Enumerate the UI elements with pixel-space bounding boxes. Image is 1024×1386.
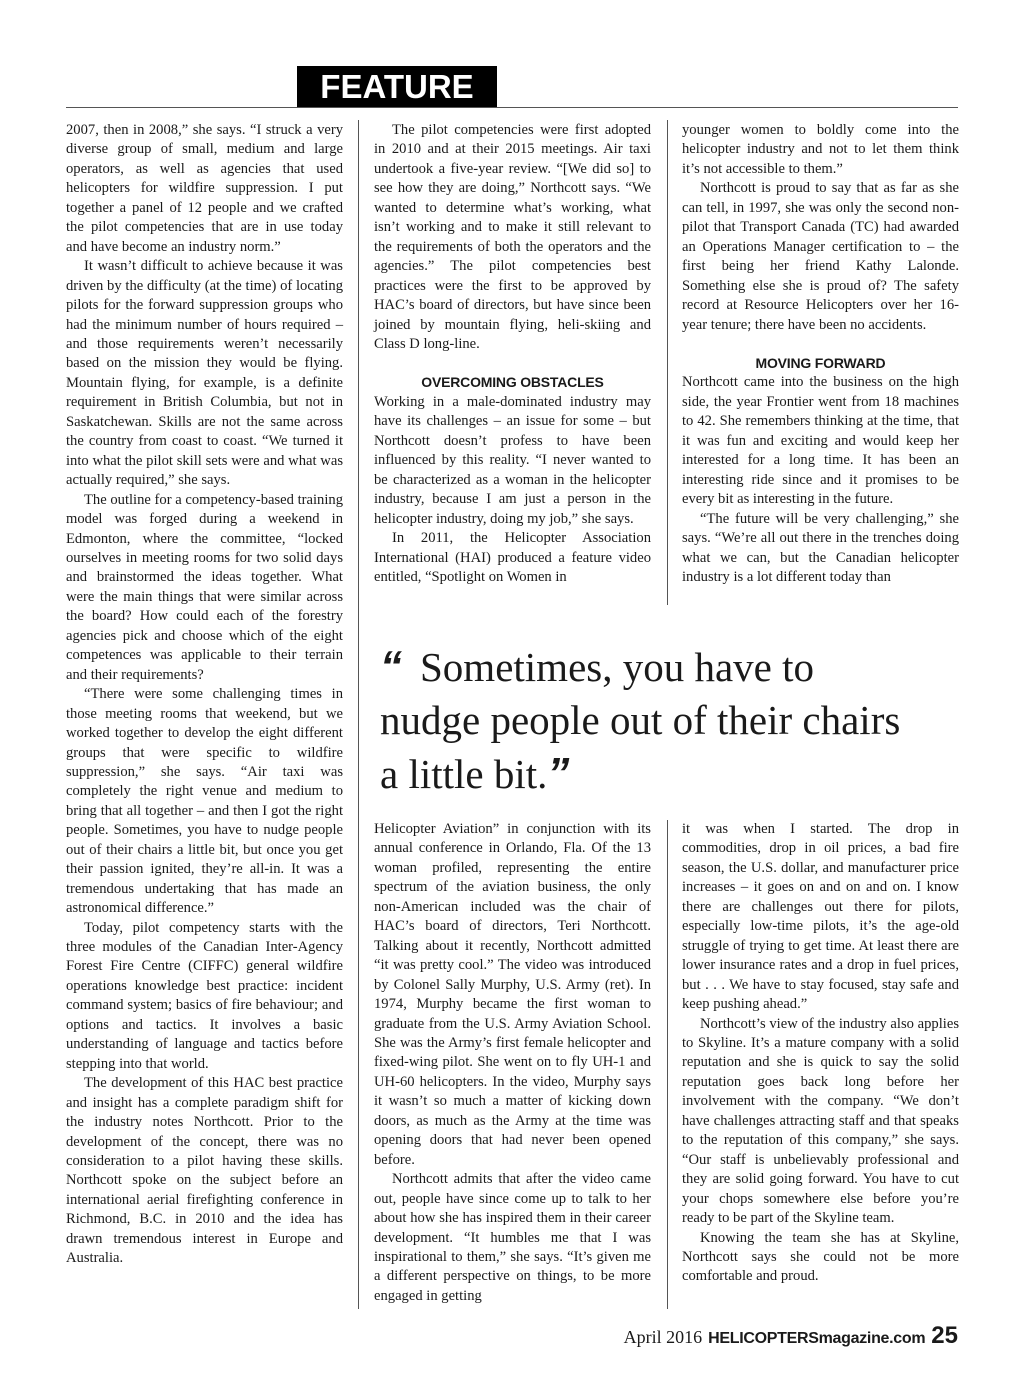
paragraph: Helicopter Aviation” in conjunction with its annual conference in Orlando, Fla. Of the 13 woman profiled, representing the entire spectrum of the aviation business, the only non-American included was the chair of HAC’s board of directors, Teri Northcott. Talking about it recently, Northcott admitted “it was pretty cool.” The video was introduced by Colonel Sally Murphy, U.S. Army (ret). In 1974, Murphy became the first woman to graduate from the U.S. Army Aviation School. She was the Army’s first female helicopter and fixed-wing pilot. She went on to fly UH-1 and UH-60 helicopters. In the video, Murphy says it wasn’t so much a matter of kicking down doors, as much as the Army at the time was opening doors that had never been opened before. (374, 821, 651, 1168)
article-column-1 (66, 121, 343, 1269)
paragraph: Today, pilot competency starts with the three modules of the Canadian Inter-Agency Forest Fire Centre (CIFFC) general wildfire operations knowledge best practice: incident command system; basics of fire behaviour; and options and tactics. It involves a basic understanding of language and tactics before stepping into that world. (66, 919, 343, 1072)
pull-quote-line (380, 747, 980, 801)
paragraph: Northcott came into the business on the high side, the year Frontier went from 18 machines to 42. She remembers thinking at the time, that it was fun and exciting and would keep her interested for a long time. It has been an interesting ride since and it promises to be every bit as interesting in the future. (682, 374, 959, 508)
paragraph: It wasn’t difficult to achieve because it was driven by the difficulty (at the time) of locating pilots for the forward suppression groups who had the minimum number of hours required – and those requirements weren’t necessarily based on the mission they would be flying. Mountain flying, for example, is a definite requirement in British Columbia, but not in Saskatchewan. Skills are not the same across the country from coast to coast. “We turned it into what the pilot skill sets were and what was actually required,” she says. (66, 258, 343, 489)
page-footer (624, 1322, 958, 1352)
open-quote-mark: “ (380, 642, 402, 691)
magazine-website: HELICOPTERSmagazine.com (708, 1330, 926, 1347)
paragraph: “There were some challenging times in those meeting rooms that weekend, but we worked together to develop the eight different groups that were specific to wildfire suppression,” she says. “Air taxi was completely the right venue and medium to bring that all together – and then I got the right people. Sometimes, you have to nudge people out of their chairs a little bit, but once you get their passion ignited, they’re all-in. It was a tremendous undertaking that has made an astronomical difference.” (66, 686, 343, 917)
column-divider (358, 120, 359, 1309)
article-column-2-lower (374, 820, 651, 1306)
article-column-2 (374, 121, 651, 587)
page-number: 25 (931, 1322, 958, 1349)
subheading-moving-forward: MOVING FORWARD (755, 354, 886, 371)
paragraph: 2007, then in 2008,” she says. “I struck a very diverse group of small, medium and large operators, as well as agencies that used helicopters for wildfire suppression. I put together a panel of 12 people and we crafted the pilot competencies that are in use today and have become an industry norm.” (66, 122, 343, 255)
paragraph: Northcott is proud to say that as far as she can tell, in 1997, she was only the second non-pilot that Transport Canada (TC) had awarded an Operations Manager certification to – the first being her friend Kathy Lalonde. Something else she is proud of? The safety record at Resource Helicopters over her 16-year tenure; there have been no accidents. (682, 180, 959, 333)
paragraph: The pilot competencies were first adopted in 2010 and at their 2015 meetings. Air taxi undertook a five-year review. “[We did so] to see how they are doing,” Northcott says. “We wanted to determine what’s working, what isn’t working and to make it still relevant to the requirements of both the operators and the agencies.” The pilot competencies best practices were the first to be approved by HAC’s board of directors, but have since been joined by mountain flying, heli-skiing and Class D long-line. (374, 122, 651, 352)
article-column-3-lower (682, 820, 959, 1287)
section-label: FEATURE (297, 66, 497, 107)
article-column-3 (682, 121, 959, 587)
paragraph: it was when I started. The drop in commodities, drop in oil prices, a bad fire season, the U.S. dollar, and manufacturer price increases – it goes on and on and on. I know there are challenges out there for pilots, especially low-time pilots, it’s the age-old struggle of trying to get time. At least there are lower insurance rates and a drop in fuel prices, but . . . We have to stay focused, stay safe and keep pushing ahead.” (682, 821, 959, 1013)
paragraph: The development of this HAC best practice and insight has a complete paradigm shift for the industry notes Northcott. Prior to the development of the concept, there was no consideration to a pilot having these skills. Northcott spoke on the subject before an international aerial firefighting conference in Richmond, B.C. in 2010 and the idea has drawn tremendous interest in Europe and Australia. (66, 1075, 343, 1267)
pull-quote-line (380, 640, 980, 694)
pull-quote-text: nudge people out of their chairs (380, 697, 901, 743)
column-divider (667, 120, 668, 605)
paragraph: Working in a male-dominated industry may have its challenges – an issue for some – but Northcott doesn’t profess to have been influenced by this reality. “I never wanted to be characterized as a woman in the helicopter industry, because I am just a person in the helicopter industry, doing my job,” she says. (374, 393, 651, 527)
paragraph: “The future will be very challenging,” she says. “We’re all out there in the trenches doing what we can, but the Canadian helicopter industry is a lot different today than (682, 510, 959, 585)
pull-quote (380, 640, 980, 801)
paragraph: Northcott’s view of the industry also applies to Skyline. It’s a mature company with a solid reputation and she is quick to say the solid reputation goes back long before her involvement with the company. “We don’t have challenges attracting staff and that speaks to the reputation of this company,” she says. “Our staff is unbelievably professional and they are solid going forward. You have to cut your chops somewhere else before you’re ready to be part of the Skyline team. (682, 1015, 959, 1227)
paragraph: Knowing the team she has at Skyline, Northcott says she could not be more comfortable and proud. (682, 1229, 959, 1285)
pull-quote-line (380, 694, 980, 747)
column-divider (667, 820, 668, 1309)
header-rule (66, 107, 958, 108)
issue-date: April 2016 (623, 1327, 703, 1347)
close-quote-mark: ” (547, 749, 570, 798)
pull-quote-text: Sometimes, you have to (420, 644, 815, 690)
paragraph: younger women to boldly come into the helicopter industry and not to let them think it’s not accessible to them.” (682, 122, 959, 177)
paragraph: The outline for a competency-based training model was forged during a weekend in Edmonton, where the committee, “locked ourselves in meeting rooms for two solid days and brainstormed the ideas together. What were the main things that were similar across the board? How could each of the forestry agencies pick and choose which of the eight competences was applicable to their terrain and their requirements? (66, 491, 343, 683)
pull-quote-text: a little bit. (380, 751, 548, 797)
paragraph: Northcott admits that after the video came out, people have since come up to talk to her about how she has inspired them in their career development. “It humbles me that I was inspirational to them,” she says. “It’s given me a different perspective on things, to be more engaged in getting (374, 1171, 651, 1304)
paragraph: In 2011, the Helicopter Association International (HAI) produced a feature video entitled, “Spotlight on Women in (374, 530, 651, 585)
subheading-overcoming-obstacles: OVERCOMING OBSTACLES (421, 374, 604, 391)
